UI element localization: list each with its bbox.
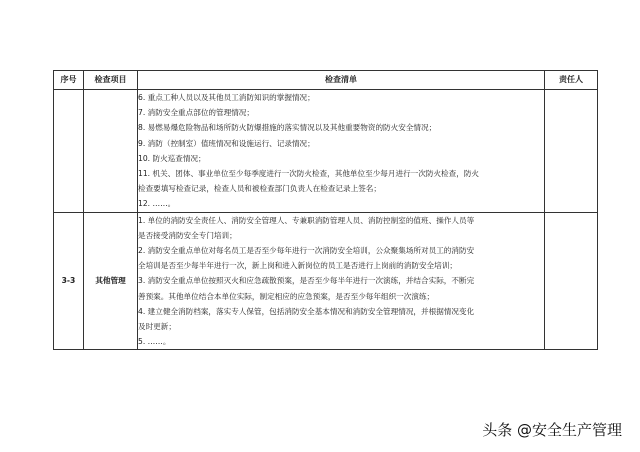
- checklist-line: 11. 机关、团体、事业单位至少每季度进行一次防火检查，其他单位至少每月进行一次防火检查，防火: [138, 169, 480, 179]
- checklist-line: 善预案。其他单位结合本单位实际，制定相应的应急预案，是否至少每年组织一次演练；: [138, 291, 435, 301]
- checklist-line: 10. 防火巡查情况；: [138, 153, 206, 163]
- cell-owner-empty: [545, 90, 598, 213]
- cell-item: 其他管理: [84, 212, 138, 350]
- cell-checklist-continued: [138, 90, 545, 213]
- cell-no: 3-3: [54, 212, 84, 350]
- header-list: 检查清单: [138, 71, 545, 90]
- table-header-row: [54, 71, 598, 90]
- checklist-line: 12. ……。: [138, 199, 176, 209]
- checklist-table: [53, 70, 598, 350]
- checklist-line: 及时更新；: [138, 322, 176, 332]
- checklist-line: 全培训是否至少每半年进行一次，新上岗和进入新岗位的员工是否进行上岗前的消防安全培训；: [138, 261, 457, 271]
- header-no: 序号: [54, 71, 84, 90]
- cell-checklist: [138, 212, 545, 350]
- cell-item-empty: [84, 90, 138, 213]
- header-item: 检查项目: [84, 71, 138, 90]
- source-watermark: 头条 @安全生产管理: [482, 421, 622, 439]
- checklist-line: 8. 易燃易爆危险物品和场所防火防爆措施的落实情况以及其他重要物资的防火安全情况；: [138, 123, 437, 133]
- cell-owner-empty: [545, 212, 598, 350]
- checklist-line: 1. 单位的消防安全责任人、消防安全管理人、专兼职消防管理人员、消防控制室的值班、操作人员等: [138, 215, 475, 225]
- table-row-continued: [54, 90, 598, 213]
- cell-no-empty: [54, 90, 84, 213]
- checklist-line: 5. ……。: [138, 337, 171, 347]
- table-row-3-3: [54, 212, 598, 350]
- checklist-line: 6. 重点工种人员以及其他员工消防知识的掌握情况；: [138, 93, 315, 102]
- checklist-line: 3. 消防安全重点单位按照灭火和应急疏散预案，是否至少每半年进行一次演练，并结合实际，不断完: [138, 276, 475, 286]
- header-owner: 责任人: [545, 71, 598, 90]
- checklist-line: 4. 建立健全消防档案，落实专人保管，包括消防安全基本情况和消防安全管理情况，并根据情况变化: [138, 306, 475, 316]
- checklist-line: 是否接受消防安全专门培训；: [138, 230, 237, 240]
- checklist-line: 2. 消防安全重点单位对每名员工是否至少每年进行一次消防安全培训，公众聚集场所对员工的消防安: [138, 246, 475, 256]
- checklist-line: 7. 消防安全重点部位的管理情况；: [138, 108, 254, 118]
- checklist-line: 9. 消防（控制室）值班情况和设施运行、记录情况；: [138, 138, 315, 148]
- checklist-line: 检查要填写检查记录，检查人员和被检查部门负责人在检查记录上签名；: [138, 184, 381, 194]
